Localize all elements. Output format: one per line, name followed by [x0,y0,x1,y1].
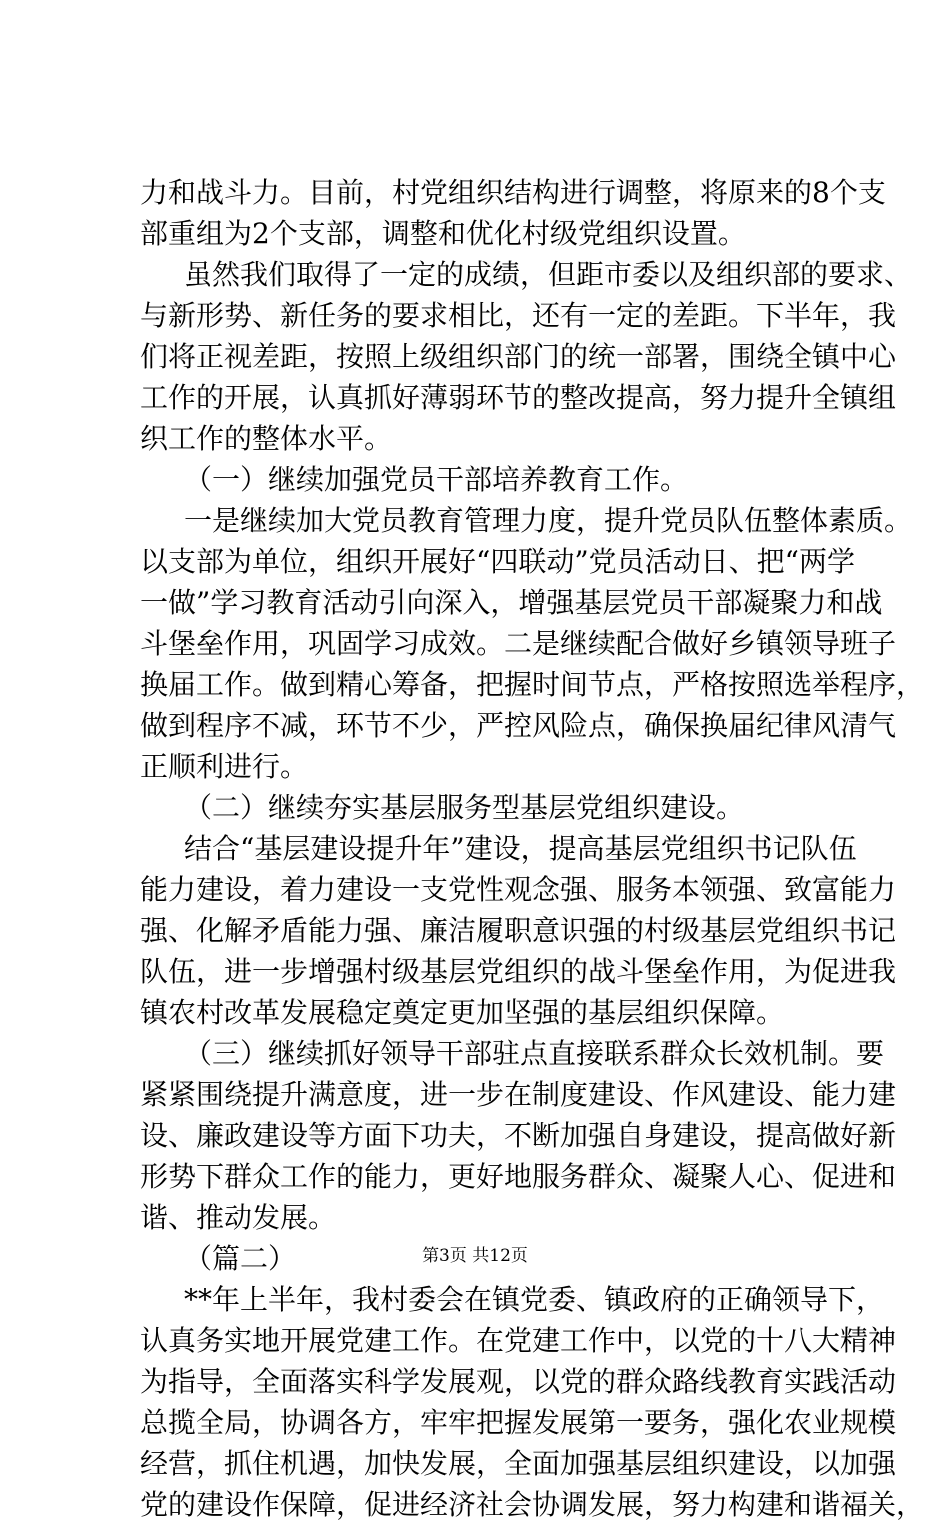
text-line: （篇二） [184,1242,297,1275]
text-line: 做到程序不减，环节不少，严控风险点，确保换届纪律风清气 [140,709,897,742]
text-line: 虽然我们取得了一定的成绩，但距市委以及组织部的要求、 [184,258,913,291]
text-line: 换届工作。做到精心筹备，把握时间节点，严格按照选举程序， [140,668,925,701]
text-line: 织工作的整体水平。 [140,422,393,455]
text-line: 以支部为单位，组织开展好“四联动”党员活动日、把“两学 [140,545,855,578]
text-line: 一做”学习教育活动引向深入，增强基层党员干部凝聚力和战 [140,586,883,619]
text-line: 力和战斗力。目前，村党组织结构进行调整，将原来的8个支 [140,176,886,209]
text-line: 队伍，进一步增强村级基层党组织的战斗堡垒作用，为促进我 [140,955,897,988]
text-line: 结合“基层建设提升年”建设，提高基层党组织书记队伍 [184,832,857,865]
text-line: 谐、推动发展。 [140,1201,337,1234]
text-line: 党的建设作保障，促进经济社会协调发展，努力构建和谐福关， [140,1488,925,1521]
text-line: 工作的开展，认真抓好薄弱环节的整改提高，努力提升全镇组 [140,381,897,414]
text-line: （二）继续夯实基层服务型基层党组织建设。 [184,791,745,824]
text-line: **年上半年，我村委会在镇党委、镇政府的正确领导下， [184,1283,885,1316]
text-line: 一是继续加大党员教育管理力度，提升党员队伍整体素质。 [184,504,913,537]
text-line: 与新形势、新任务的要求相比，还有一定的差距。下半年，我 [140,299,897,332]
text-line: 部重组为2个支部，调整和优化村级党组织设置。 [140,217,746,250]
text-line: （一）继续加强党员干部培养教育工作。 [184,463,689,496]
text-line: 经营，抓住机遇，加快发展，全面加强基层组织建设，以加强 [140,1447,897,1480]
text-line: 设、廉政建设等方面下功夫，不断加强自身建设，提高做好新 [140,1119,897,1152]
text-line: 总揽全局，协调各方，牢牢把握发展第一要务，强化农业规模 [140,1406,897,1439]
text-line: 强、化解矛盾能力强、廉洁履职意识强的村级基层党组织书记 [140,914,897,947]
text-line: 认真务实地开展党建工作。在党建工作中，以党的十八大精神 [140,1324,897,1357]
text-line: 斗堡垒作用，巩固学习成效。二是继续配合做好乡镇领导班子 [140,627,897,660]
text-line: 紧紧围绕提升满意度，进一步在制度建设、作风建设、能力建 [140,1078,897,1111]
text-line: 正顺利进行。 [140,750,309,783]
text-line: 镇农村改革发展稳定奠定更加坚强的基层组织保障。 [140,996,785,1029]
text-line: 能力建设，着力建设一支党性观念强、服务本领强、致富能力 [140,873,897,906]
text-line: 为指导，全面落实科学发展观，以党的群众路线教育实践活动 [140,1365,897,1398]
text-line: 们将正视差距，按照上级组织部门的统一部署，围绕全镇中心 [140,340,897,373]
text-line: 形势下群众工作的能力，更好地服务群众、凝聚人心、促进和 [140,1160,897,1193]
page-footer: 第3页 共12页 [422,1246,528,1266]
text-line: （三）继续抓好领导干部驻点直接联系群众长效机制。要 [184,1037,885,1070]
document-body [140,172,925,1525]
